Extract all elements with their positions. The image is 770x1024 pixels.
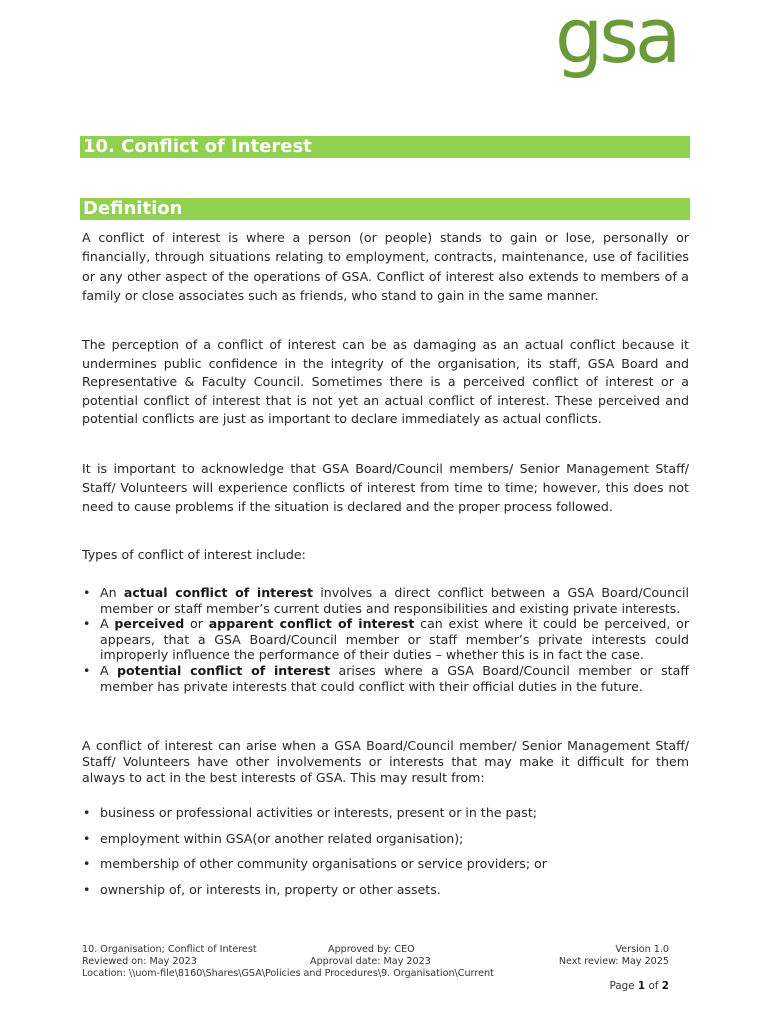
- footer-reviewed-on: Reviewed on: May 2023: [82, 956, 197, 967]
- page-current: 1: [637, 980, 646, 992]
- list-item: • business or professional activities or interests, present or in the past;: [82, 803, 689, 829]
- list-item: • ownership of, or interests in, property or other assets.: [82, 880, 689, 906]
- list-item-actual: • An actual conflict of interest involves a direct conflict between a GSA Board/Council member or staff member’s current duties and responsibilities and existing private interests.: [82, 585, 689, 616]
- footer-version: Version 1.0: [615, 944, 669, 955]
- involvement-paragraph: A conflict of interest can arise when a GSA Board/Council member/ Senior Management Staff/ Staff/ Volunteers have other involvements or interests that may make it difficult for them always to act in the best interests of GSA. This may result from:: [82, 738, 689, 785]
- footer-doc-ref: 10. Organisation; Conflict of Interest: [82, 944, 257, 955]
- sources-list: [82, 803, 689, 905]
- gsa-logo-text: gsa: [555, 4, 678, 80]
- footer-approved-by: Approved by: CEO: [328, 944, 415, 955]
- footer-approval-date: Approval date: May 2023: [310, 956, 431, 967]
- list-item: • employment within GSA(or another related organisation);: [82, 829, 689, 855]
- list-item: • membership of other community organisations or service providers; or: [82, 854, 689, 880]
- list-item-perceived: • A perceived or apparent conflict of interest can exist where it could be perceived, or appears, that a GSA Board/Council member or staff member’s private interests could improperly influence the performance of their duties – whether this is in fact the case.: [82, 616, 689, 663]
- types-intro: Types of conflict of interest include:: [82, 547, 306, 562]
- acknowledgement-paragraph: It is important to acknowledge that GSA Board/Council members/ Senior Management Staff/ Staff/ Volunteers will experience conflicts of interest from time to time; however, this does not need to cause problems if the situation is declared and the proper process followed.: [82, 461, 689, 514]
- gsa-logo-graphic: [555, 4, 695, 90]
- section-title-bar: 10. Conflict of Interest: [80, 136, 690, 158]
- perception-paragraph: The perception of a conflict of interest can be as damaging as an actual conflict because it undermines public confidence in the integrity of the organisation, its staff, GSA Board and Representative & Faculty Council. Sometimes there is a perceived conflict of interest or a potential conflict of interest that is not yet an actual conflict of interest. These perceived and potential conflicts are just as important to declare immediately as actual conflicts.: [82, 337, 689, 427]
- definition-heading-bar: Definition: [80, 198, 690, 220]
- footer-location: Location: \\uom-file\8160\Shares\GSA\Policies and Procedures\9. Organisation\Current: [82, 968, 494, 979]
- page-total: 2: [661, 980, 669, 992]
- page-number: Page 1 of 2: [609, 980, 669, 992]
- footer-next-review: Next review: May 2025: [558, 956, 669, 967]
- definition-paragraph: A conflict of interest is where a person (or people) stands to gain or lose, personally or financially, through situations relating to employment, contracts, maintenance, use of facilities or any other aspect of the operations of GSA. Conflict of interest also extends to members of a family or close associates such as friends, who stand to gain in the same manner.: [82, 230, 689, 304]
- gsa-logo: [555, 4, 695, 90]
- conflict-types-list: [82, 585, 689, 694]
- list-item-potential: • A potential conflict of interest arises where a GSA Board/Council member or staff member has private interests that could conflict with their official duties in the future.: [82, 663, 689, 694]
